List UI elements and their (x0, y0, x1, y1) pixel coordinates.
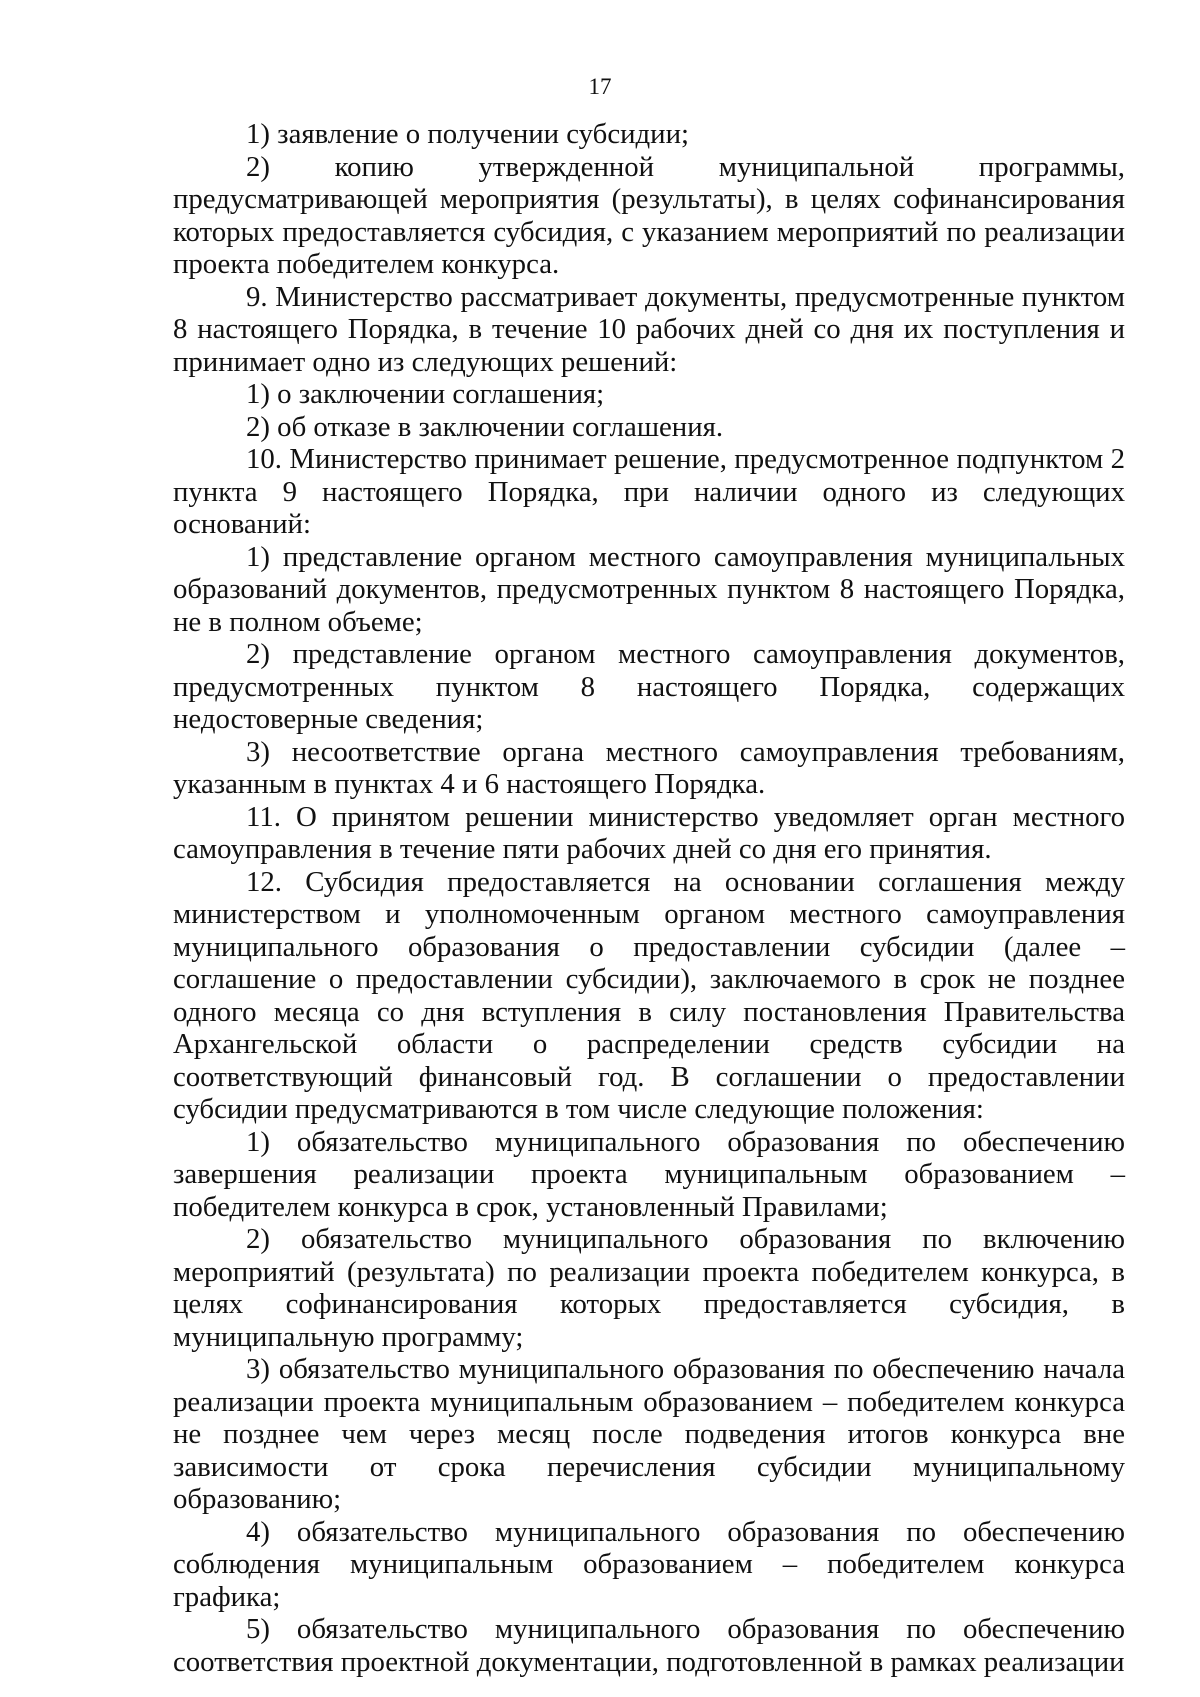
paragraph: 1) представление органом местного самоуправления муниципальных образований документов, предусмотренных пунктом 8 настоящего Порядка, не в полном объеме; (173, 540, 1125, 638)
paragraph: 9. Министерство рассматривает документы, предусмотренные пунктом 8 настоящего Порядка, в течение 10 рабочих дней со дня их поступления и принимает одно из следующих решений: (173, 280, 1125, 378)
paragraph: 2) копию утвержденной муниципальной программы, предусматривающей мероприятия (результаты), в целях софинансирования которых предоставляется субсидия, с указанием мероприятий по реализации проекта победителем конкурса. (173, 150, 1125, 280)
paragraph: 1) обязательство муниципального образования по обеспечению завершения реализации проекта муниципальным образованием – победителем конкурса в срок, установленный Правилами; (173, 1125, 1125, 1223)
paragraph: 11. О принятом решении министерство уведомляет орган местного самоуправления в течение пяти рабочих дней со дня его принятия. (173, 800, 1125, 865)
paragraph: 3) обязательство муниципального образования по обеспечению начала реализации проекта муниципальным образованием – победителем конкурса не позднее чем через месяц после подведения итогов конкурса вне зависимости от срока перечисления субсидии муниципальному образованию; (173, 1353, 1125, 1515)
paragraph: 10. Министерство принимает решение, предусмотренное подпунктом 2 пункта 9 настоящего Порядка, при наличии одного из следующих оснований: (173, 443, 1125, 540)
paragraph: 4) обязательство муниципального образования по обеспечению соблюдения муниципальным образованием – победителем конкурса графика; (173, 1515, 1125, 1613)
paragraph: 12. Субсидия предоставляется на основании соглашения между министерством и уполномоченным органом местного самоуправления муниципального образования о предоставлении субсидии (далее – соглашение о предоставлении субсидии), заключаемого в срок не позднее одного месяца со дня вступления в силу постановления Правительства Архангельской области о распределении средств субсидии на соответствующий финансовый год. В соглашении о предоставлении субсидии предусматриваются в том числе следующие положения: (173, 865, 1125, 1125)
paragraph: 3) несоответствие органа местного самоуправления требованиям, указанным в пунктах 4 и 6 настоящего Порядка. (173, 735, 1125, 800)
document-body (173, 118, 1125, 1678)
page-number: 17 (588, 74, 612, 99)
paragraph: 1) о заключении соглашения; (246, 378, 605, 410)
paragraph: 1) заявление о получении субсидии; (246, 118, 689, 150)
paragraph: 5) обязательство муниципального образования по обеспечению соответствия проектной документации, подготовленной в рамках реализации (173, 1613, 1125, 1678)
paragraph: 2) обязательство муниципального образования по включению мероприятий (результата) по реализации проекта победителем конкурса, в целях софинансирования которых предоставляется субсидия, в муниципальную программу; (173, 1223, 1125, 1353)
paragraph: 2) об отказе в заключении соглашения. (246, 410, 724, 443)
paragraph: 2) представление органом местного самоуправления документов, предусмотренных пунктом 8 настоящего Порядка, содержащих недостоверные сведения; (173, 638, 1125, 735)
